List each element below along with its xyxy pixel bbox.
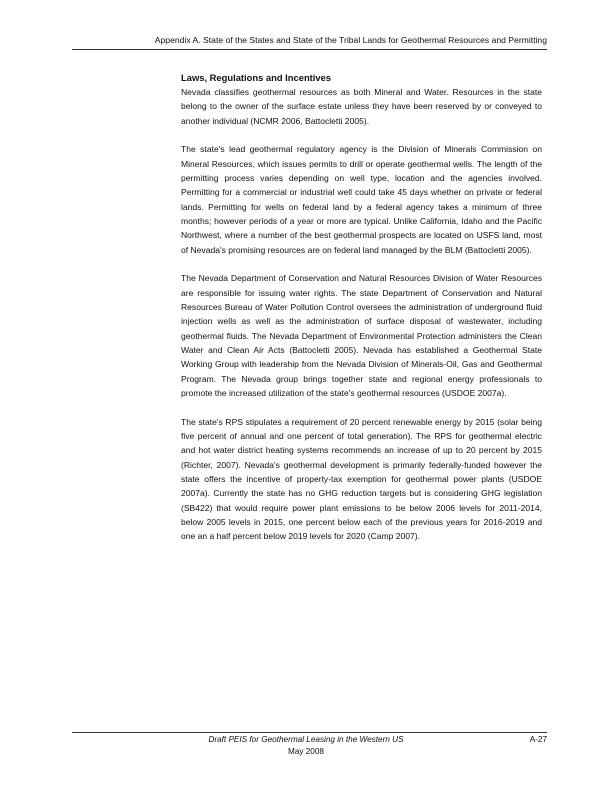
paragraph-rps-incentives: The state's RPS stipulates a requirement of 20 percent renewable energy by 2015 (solar being five percent of annual and one percent of total generation). The RPS for geothermal electric and hot water district heating systems recommends an increase of up to 20 percent by 2015 (Richter, 2007). Nevada's geothermal development is primarily federally-funded however the state offers the incentive of property-tax exemption for geothermal power plants (USDOE 2007a). Currently the state has no GHG reduction targets but is considering GHG legislation (SB422) that would require power plant emissions to be below 2006 levels for 2011-2014, below 2005 levels in 2015, one percent below each of the previous years for 2016-2019 and one an a half percent below 2019 levels for 2020 (Camp 2007). <box>181 416 542 542</box>
footer-divider <box>72 732 547 733</box>
footer-document-title: Draft PEIS for Geothermal Leasing in the Western US <box>208 735 404 744</box>
main-content <box>181 71 542 558</box>
paragraph-regulatory-agency: The state's lead geothermal regulatory agency is the Division of Minerals Commission on Mineral Resources, which issues permits to drill or operate geothermal wells. The length of the permitting process varies depending on well type, location and the agencies involved. Permitting for a commercial or industrial well could take 45 days whether on private or federal lands. Permitting for wells on federal land by a federal agency takes a minimum of three months; however periods of a year or more are typical. Unlike California, Idaho and the Pacific Northwest, where a number of the best geothermal prospects are located on USFS land, most of Nevada's promising resources are on federal land managed by the BLM (Battocletti 2005). <box>181 144 542 255</box>
footer-date: May 2008 <box>288 747 324 756</box>
footer-page-number: A-27 <box>529 735 547 744</box>
paragraph-classification: Nevada classifies geothermal resources as both Mineral and Water. Resources in the state belong to the owner of the surface estate unless they have been reserved by or conveyed to another individual (NCMR 2006, Battocletti 2005). <box>181 87 542 126</box>
running-header-title: Appendix A. State of the States and State of the Tribal Lands for Geothermal Resources and Permitting <box>154 35 547 45</box>
header-divider <box>72 49 547 50</box>
paragraph-water-rights: The Nevada Department of Conservation and Natural Resources Division of Water Resources are responsible for issuing water rights. The state Department of Conservation and Natural Resources Bureau of Water Pollution Control oversees the administration of underground fluid injection wells as well as the administration of surface disposal of wastewater, including geothermal fluids. The Nevada Department of Environmental Protection administers the Clean Water and Clean Air Acts (Battocletti 2005). Nevada has established a Geothermal State Working Group with leadership from the Nevada Division of Minerals-Oil, Gas and Geothermal Program. The Nevada group brings together state and regional energy professionals to promote the increased utilization of the state's geothermal resources (USDOE 2007a). <box>181 273 542 398</box>
section-heading: Laws, Regulations and Incentives <box>181 72 332 83</box>
